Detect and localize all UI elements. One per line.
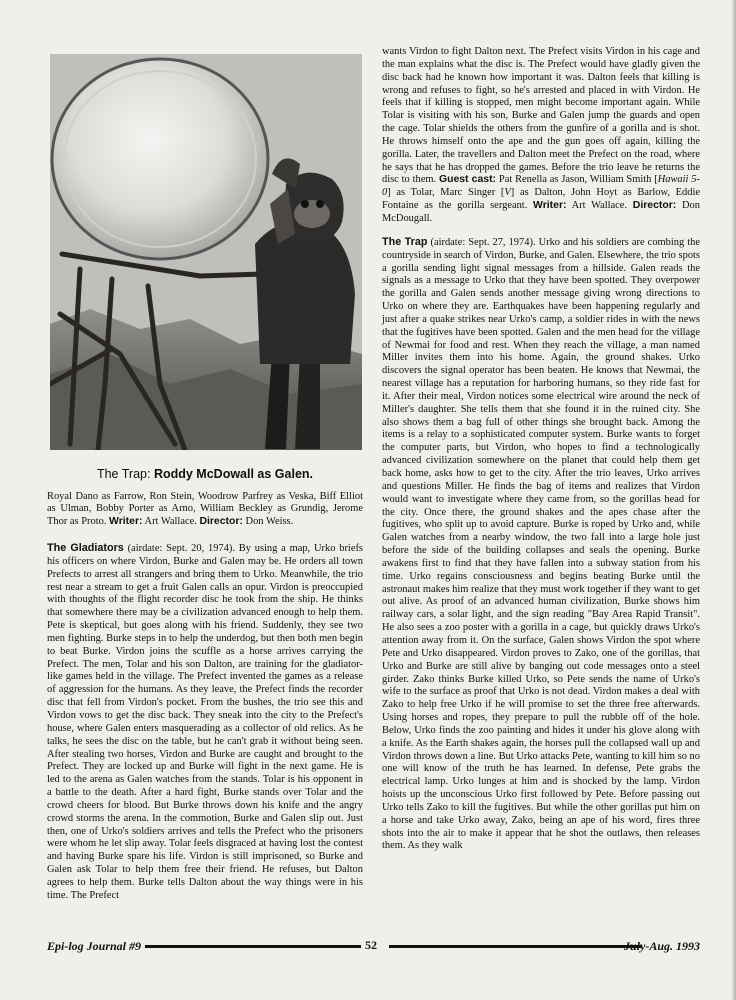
footer-journal-name: Epi-log Journal #9 xyxy=(47,939,142,953)
writer-name: Art Wallace. xyxy=(142,516,200,528)
guest-cast-c: ] as Dalton, John Hoyt as Barlow, Eddie Fontaine as the gorilla sergeant. xyxy=(382,187,701,212)
guest-cast-italic2: V xyxy=(504,187,511,199)
gladiators-continued xyxy=(382,46,700,226)
footer-rule-right xyxy=(389,945,641,948)
footer-issue-date: July-Aug. 1993 xyxy=(623,939,700,953)
right-column xyxy=(382,46,700,853)
cast-text: Royal Dano as Farrow, Ron Stein, Woodrow Parfrey as Veska, Biff Elliot as Ulman, Bobby Porter as Arno, William Beckley as Grundig, Jerome Thor as Proto. xyxy=(47,490,363,528)
episode-photo xyxy=(50,54,362,450)
caption-prefix: The Trap: xyxy=(96,467,154,481)
trap-body: (airdate: Sept. 27, 1974). Urko and his soldiers are combing the countryside in search of Virdon, Burke, and Galen. Elsewhere, the trio spots a gorilla sending light signal messages from a hillside. Galen reads the signals as a message to Urko that they have been spotted. They overpower the gorilla and Galen sends another message giving wrong directions to Urko on where they are. Earthquakes have been happening regularly and just after a quake strikes near Urko's camp, a soldier rides in with the news that the fugitives have been spotted. Galen and the men head for the village of Newmai for food and rest. When they reach the village, a man named Miller invites them into his home. Again, the ground shakes. Urko discovers the signal operator has been beaten. He knows that Newmai, the nearest village has a reputation for harboring humans, so they ride fast for it. After their meal, Virdon notices some electrical wire around the neck of Miller's daughter. She tells them that she found it in the ruined city. She also shows them a bag full of other things she brought back. Among the items is a relay to a sophisticated computer system. Burke wants to forget the computer parts, but Virdon, who hopes to find a technologically advanced civilization somewhere on the planet that could help them get back home, asks how to get to the city. After the trio leaves, Urko arrives and questions Miller. He finds the bag of items and realizes that Virdon would want to investigate where they came from, so the gorillas head for the city. Once there, the ground shakes and the apes chase after the fugitives, who split up to avoid capture. Burke is roped by Urko and, while Galen watches from a nearby window, the two fall into a large hole just before the side of the building collapses and seals the opening. Burke awakens first to find that they have fallen into a subway station from his time. Urko regains consciousness and begins beating Burke until the astronaut makes him realize that they must work together if they want to get out alive. As proof of an advanced human civilization, Burke shows him railway cars, a solar light, and the sign reading "Bay Area Rapid Transit". He also sees a zoo poster with a gorilla in a cage, but quickly draws Urko's attention away from it. On the surface, Galen shows Virdon the spot where Pete and Urko disappeared. Virdon proves to Zako, one of the gorillas, that Urko and Burke are still alive by banging out code messages onto a steel girder. Zako thinks Burke killed Urko, so Pete sends the name of Urko's wife to the surface as proof that Urko is not dead. Virdon makes a deal with Zako to help free Urko if he will promise to set the three free afterwards. Using horses and ropes, they prepare to pull the rubble off of the hole. Below, Urko finds the zoo painting and hides it under his glove along with a knife. As the Earth shakes again, the horses pull the collapsed wall up and Virdon throws down a line. But Urko attacks Pete, wanting to kill him so no one will know of the truth he has learned. In defense, Pete grabs the electrical lamp. Urko lunges at him and is shocked by the lamp. Virdon hoists up the unconscious Urko first followed by Pete. Before passing out Urko tells Zako to kill the fugitives. But while the other gorillas put him on a horse and take Urko away, Zako, being an ape of his word, fires three shots into the air to make it appear that he shot the outlaws, then releases them. As they walk xyxy=(382,236,700,852)
photo-caption xyxy=(47,468,363,481)
gladiators-cont-body: wants Virdon to fight Dalton next. The Prefect visits Virdon in his cage and the man explains what the disc is. The Prefect would have gladly given the disc back had he known how important it was. Dalton feels that killing is wrong and refuses to fight, so he's arrested and placed in with Virdon. He feels that if killing is stopped, men might become important again. While Tolar is visiting with his son, Burke and Galen jump the guards and open the cage. Tolar shields the others from the gunfire of a gorilla and is shot. He throws himself onto the ape and the gun goes off again, killing the gorilla. Later, the travellers and Dalton meet the Prefect on the road, where he says that he has dropped the games. Before the trio leave he returns the disc to them. xyxy=(382,46,700,186)
guest-cast-italic: Hawaii 5-0 xyxy=(382,174,700,199)
gladiators-entry xyxy=(47,542,363,903)
gladiators-title: The Gladiators xyxy=(47,542,124,555)
trap-title: The Trap xyxy=(382,235,428,248)
page-footer xyxy=(47,937,700,955)
gladiators-body: (airdate: Sept. 20, 1974). By using a map, Urko briefs his officers on where Virdon, Burke and Galen may be. He orders all town Prefects to arrest all strangers and bring them to Urko. Meanwhile, the trio rest near a stream to get a fruit Galen calls an opur. Virdon is preoccupied with thoughts of the flight recorder disc he took from the ship. He thinks that somewhere there may be a civilization advanced enough to help them. Pete is skeptical, but goes along with his friend. Suddenly, they see two men fighting. Burke steps in to help the underdog, but then both men begin to beat Burke. Virdon joins the scuffle as a horse arrives carrying the Prefect. The men, Tolar and his son Dalton, are training for the gladiator-like games held in the village. The Prefect invented the games as a release of aggression for the humans. As they leave, the Prefect finds the recorder disc that fell from Virdon's pocket. From the bushes, the trio see this and Virdon vows to get the disc back. They sneak into the city to the Prefect's house, where Galen enters masquerading as a collector of old relics. As he talks, he sees the disc on the table, but he can't grab it without being seen. After stealing two horses, Virdon and Burke are caught and brought to the Prefect. They are locked up and Burke will fight in the next game. He is led to the arena as Galen watches from the stands. Tolar is his opponent in a battle to the death. After a hard fight, Burke stands over Tolar and the crowd cheers for blood. But Burke throws down his knife and the angry crowd storms the arena. In the commotion, Burke and Galen slip out. Just then, one of Urko's soldiers arrives and tells the Prefect who the prisoners were whom he let slip away. Tolar feels disgraced at having lost the contest and having Burke spare his life. Virdon is still imprisoned, so Burke and Galen ask Tolar to help them free their friend. He refuses, but Dalton agrees to help them. Burke tells Dalton about the way things were in his time. The Prefect xyxy=(47,543,363,901)
writer-label: Writer: xyxy=(109,516,143,528)
director-name: Don Weiss. xyxy=(242,516,294,528)
cast-credits xyxy=(47,491,363,530)
director-label-2: Director: xyxy=(632,200,677,212)
caption-bold: Roddy McDowall as Galen. xyxy=(153,467,314,481)
guest-cast-a: Pat Renella as Jason, William Smith [ xyxy=(496,174,658,186)
writer-label-2: Writer: xyxy=(533,200,567,212)
footer-rule-left xyxy=(145,945,361,948)
photo-image xyxy=(50,54,362,450)
left-column xyxy=(47,52,363,903)
director-name-2: Don McDougall. xyxy=(382,200,700,224)
writer-name-2: Art Wallace. xyxy=(566,200,633,212)
director-label: Director: xyxy=(199,516,243,528)
page-edge-shadow xyxy=(731,0,736,1000)
guest-cast-label: Guest cast: xyxy=(438,174,497,186)
guest-cast-b: ] as Tolar, Marc Singer [ xyxy=(387,187,505,199)
footer-page-number: 52 xyxy=(365,938,377,952)
trap-entry xyxy=(382,236,700,854)
